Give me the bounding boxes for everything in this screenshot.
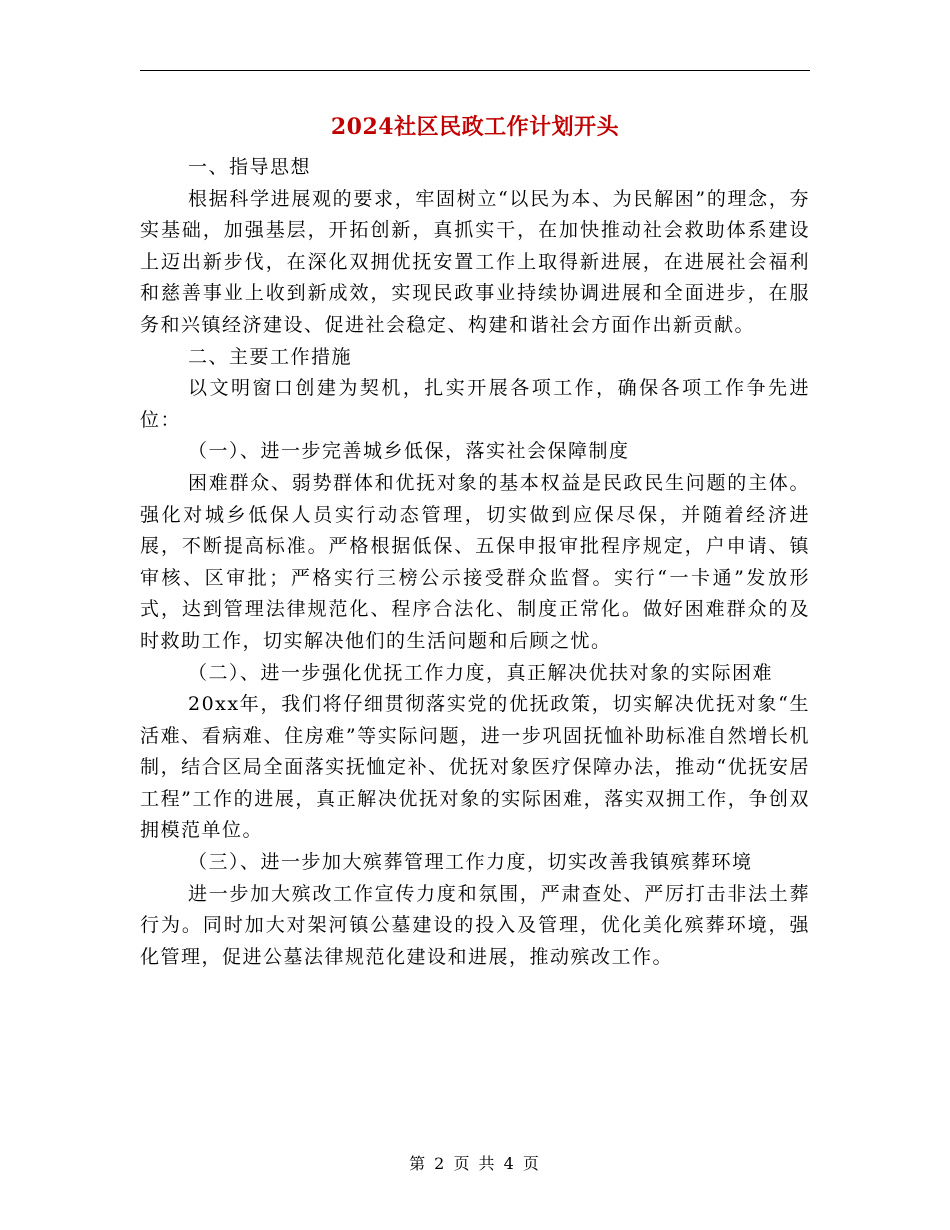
subheading-low-income-security: （一）、进一步完善城乡低保，落实社会保障制度	[188, 440, 630, 463]
subheading-funeral-management: （三）、进一步加大殡葬管理工作力度，切实改善我镇殡葬环境	[188, 851, 753, 874]
document-title: 2024社区民政工作计划开头	[330, 114, 620, 140]
section-heading-main-measures: 二、主要工作措施	[188, 345, 353, 368]
document-body	[140, 152, 810, 973]
paragraph-preferential-care: 20xx年，我们将仔细贯彻落实党的优抚政策，切实解决优抚对象“生活难、看病难、住房难”等实际问题，进一步巩固抚恤补助标准自然增长机制，结合区局全面落实抚恤定补、优抚对象医疗保障办法，推动“优抚安居工程”工作的进展，真正解决优抚对象的实际困难，落实双拥工作，争创双拥模范单位。	[140, 693, 810, 842]
section-heading-guiding-thought: 一、指导思想	[188, 156, 312, 178]
header-rule	[140, 70, 810, 71]
paragraph-low-income-security: 困难群众、弱势群体和优抚对象的基本权益是民政民生问题的主体。强化对城乡低保人员实行动态管理，切实做到应保尽保，并随着经济进展，不断提高标准。严格根据低保、五保申报审批程序规定，户申请、镇审核、区审批；严格实行三榜公示接受群众监督。实行“一卡通”发放形式，达到管理法律规范化、程序合法化、制度正常化。做好困难群众的及时救助工作，切实解决他们的生活问题和后顾之忧。	[140, 471, 810, 652]
paragraph-guiding-thought: 根据科学进展观的要求，牢固树立“以民为本、为民解困”的理念，夯实基础，加强基层，开拓创新，真抓实干，在加快推动社会救助体系建设上迈出新步伐，在深化双拥优抚安置工作上取得新进展，在进展社会福利和慈善事业上收到新成效，实现民政事业持续协调进展和全面进步，在服务和兴镇经济建设、促进社会稳定、构建和谐社会方面作出新贡献。	[140, 187, 810, 336]
subheading-preferential-care: （二）、进一步强化优抚工作力度，真正解决优扶对象的实际困难	[188, 661, 774, 684]
paragraph-main-measures-intro: 以文明窗口创建为契机，扎实开展各项工作，确保各项工作争先进位：	[140, 377, 810, 431]
paragraph-funeral-management: 进一步加大殡改工作宣传力度和氛围，严肃查处、严厉打击非法土葬行为。同时加大对架河镇公墓建设的投入及管理，优化美化殡葬环境，强化管理，促进公墓法律规范化建设和进展，推动殡改工作。	[140, 882, 810, 968]
page-number-footer: 第 2 页 共 4 页	[409, 1154, 541, 1173]
